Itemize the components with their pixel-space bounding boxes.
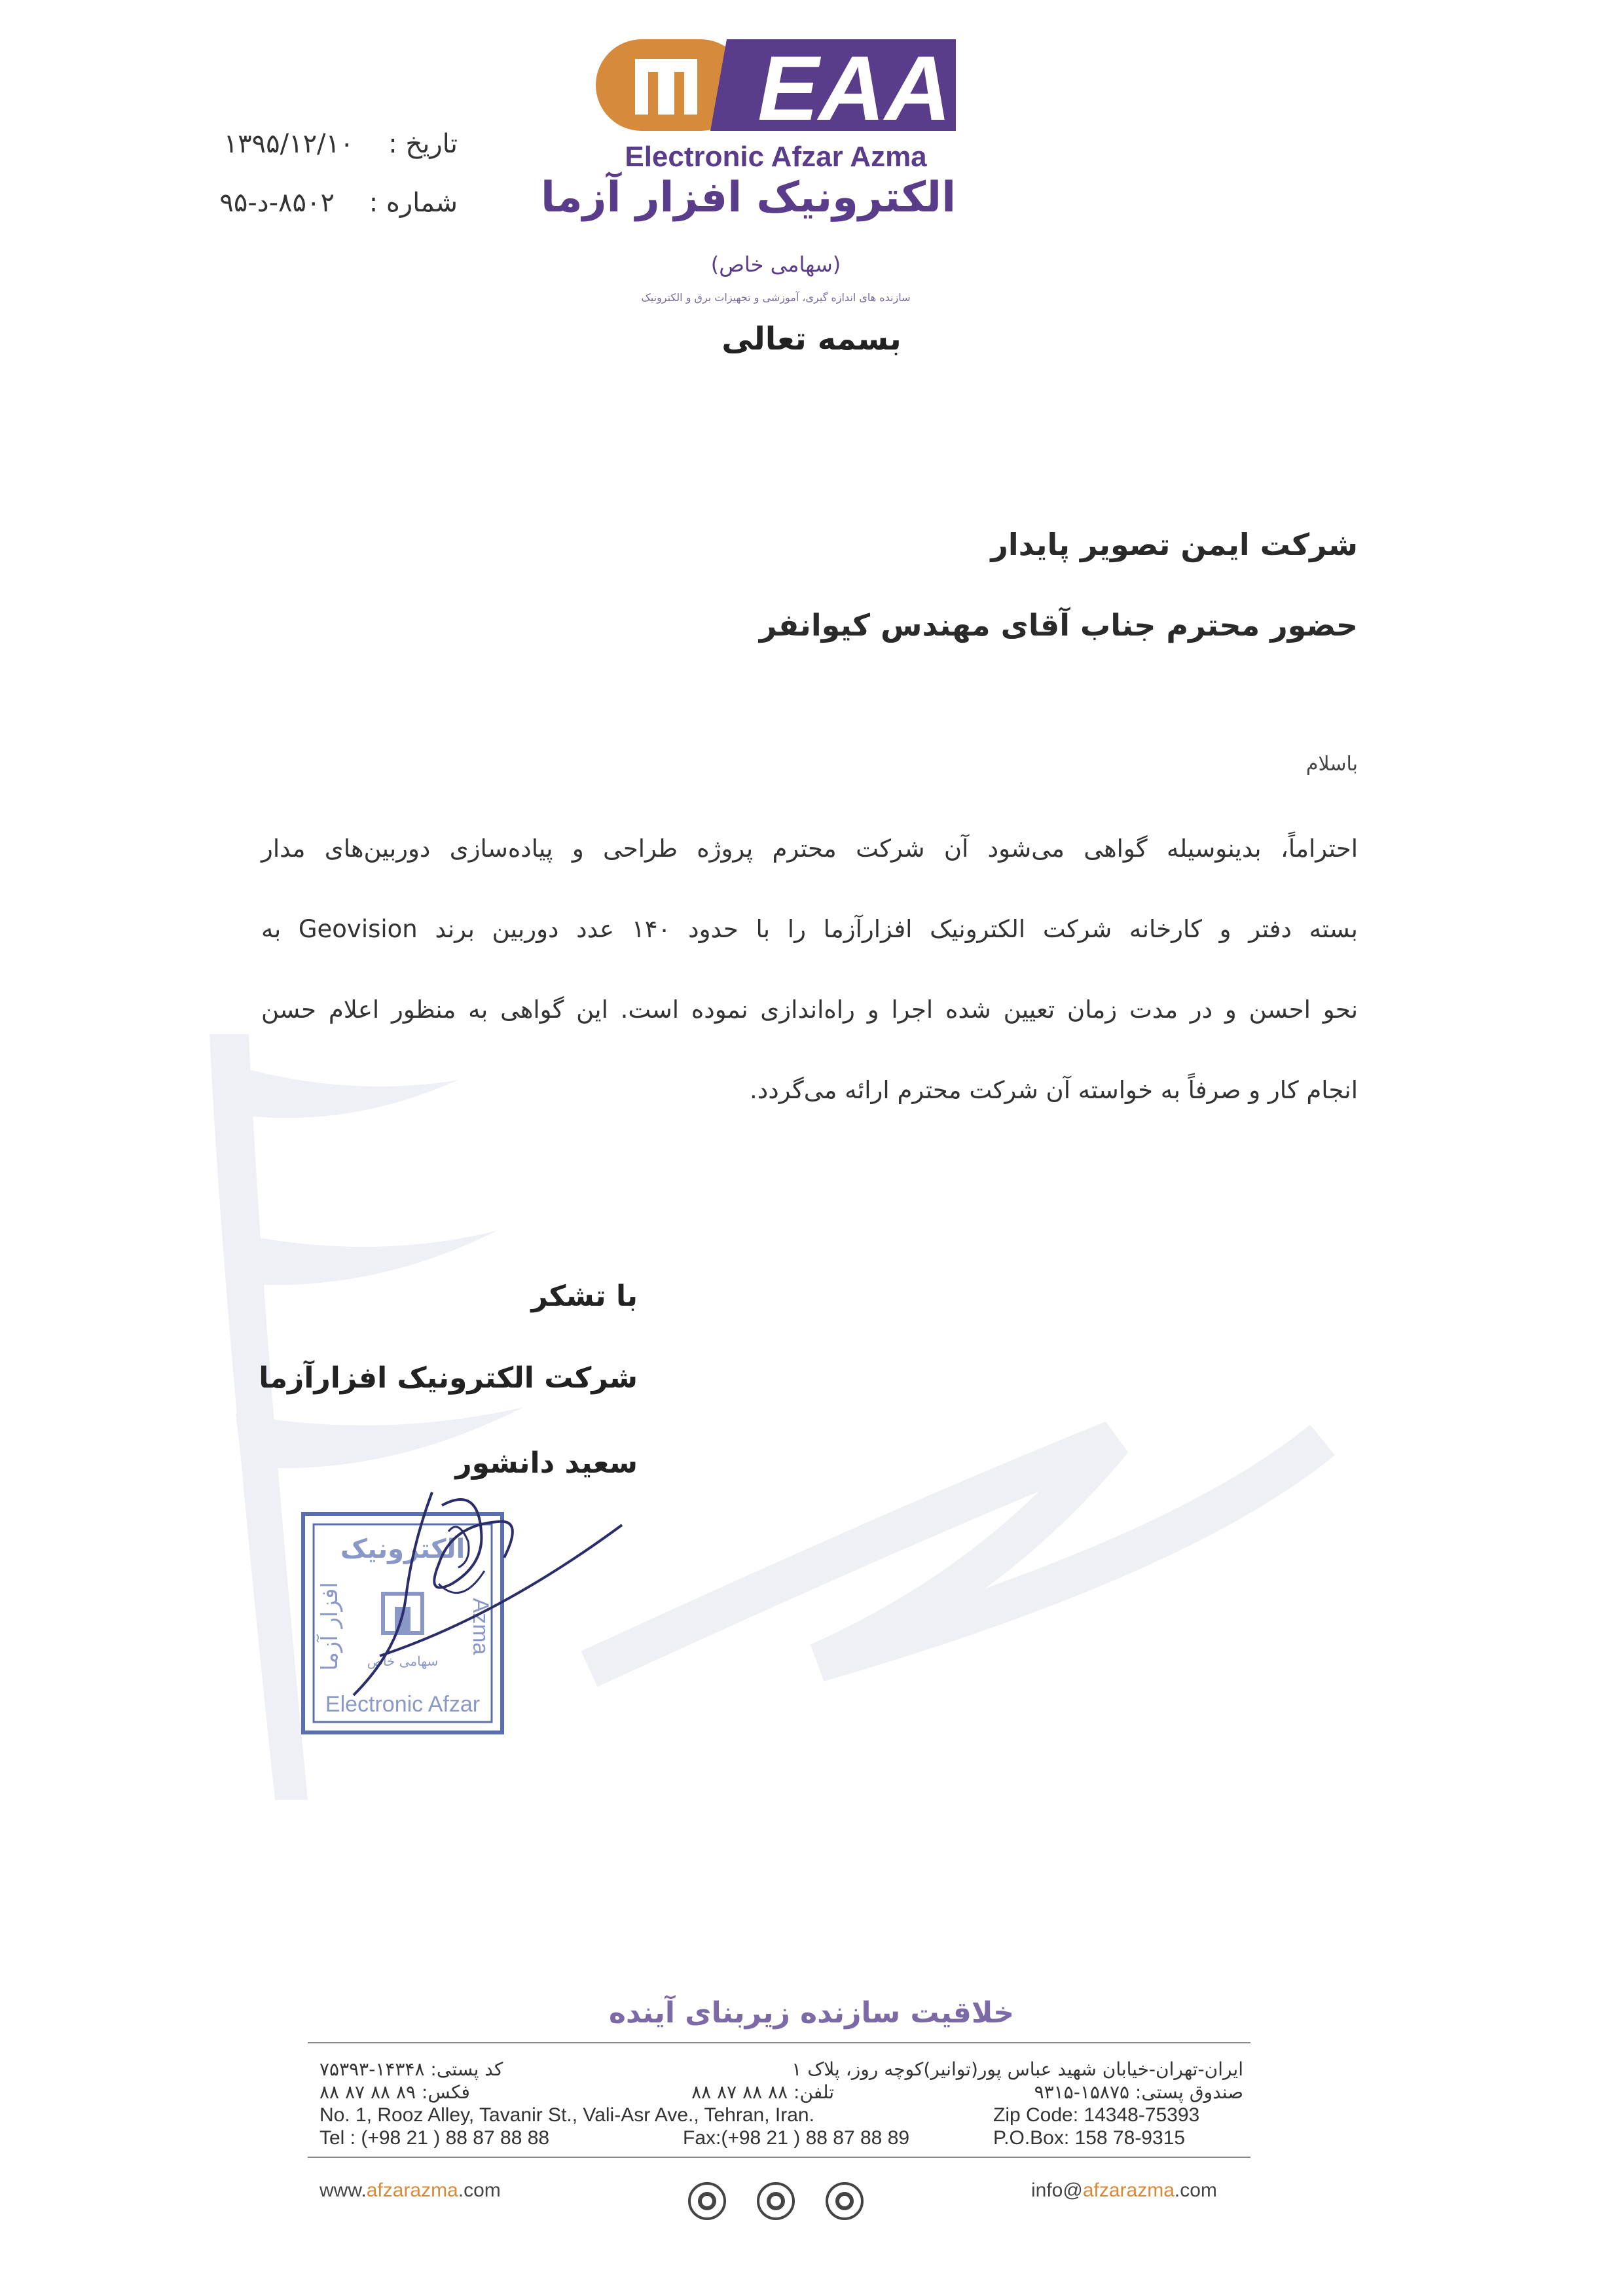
email-prefix: info@ — [1031, 2179, 1083, 2201]
email-suffix: .com — [1174, 2179, 1217, 2201]
footer-pobox-fa: صندوق پستی: ۱۵۸۷۵-۹۳۱۵ — [1034, 2081, 1243, 2103]
body-line: بسته دفتر و کارخانه شرکت الکترونیک افزارآزما را با حدود ۱۴۰ عدد دوربین برند Geovision به — [261, 915, 1358, 943]
cert-icon — [827, 2183, 862, 2219]
eaa-logo-mark — [596, 36, 956, 134]
letter-body — [261, 808, 1358, 1130]
body-line: احتراماً، بدینوسیله گواهی می‌شود آن شرکت محترم پروژه طراحی و پیاده‌سازی دوربین‌های مدار — [261, 834, 1358, 863]
stamp-center-text: سهامی خاص — [367, 1653, 439, 1669]
cert-icon — [689, 2183, 725, 2219]
closing-thanks: با تشکر — [531, 1280, 638, 1313]
closing-signer: سعید دانشور — [455, 1446, 638, 1480]
footer-fax-fa: فکس: ۸۹ ۸۸ ۸۷ ۸۸ — [319, 2081, 470, 2103]
recipient-person: حضور محترم جناب آقای مهندس کیوانفر — [759, 607, 1358, 643]
footer-phone-fa: تلفن: ۸۸ ۸۸ ۸۷ ۸۸ — [691, 2081, 834, 2103]
website-prefix: www. — [319, 2179, 367, 2201]
basmala-heading: بسمه تعالی — [721, 321, 902, 357]
footer-tel-en: Tel : (+98 21 ) 88 87 88 88 — [319, 2127, 550, 2149]
number-value: ۸۵۰۲-د-۹۵ — [219, 188, 335, 218]
website-link[interactable] — [319, 2179, 501, 2202]
date-label: تاریخ : — [388, 129, 458, 159]
stamp-bottom-text: Electronic Afzar — [325, 1692, 481, 1717]
footer-address-fa: ایران-تهران-خیابان شهید عباس پور(توانیر)کوچه روز، پلاک ۱ — [792, 2058, 1243, 2080]
footer-address-en: No. 1, Rooz Alley, Tavanir St., Vali-Asr Ave., Tehran, Iran. — [319, 2104, 814, 2126]
watermark-background — [0, 982, 1623, 2094]
footer-pobox-en: P.O.Box: 158 78-9315 — [993, 2127, 1185, 2149]
footer-fax-en: Fax:(+98 21 ) 88 87 88 89 — [683, 2127, 910, 2149]
body-line: انجام کار و صرفاً به خواسته آن شرکت محترم ارائه می‌گردد. — [749, 1076, 1358, 1104]
letter-meta — [219, 115, 458, 232]
footer-slogan: خلاقیت سازنده زیربنای آینده — [609, 1996, 1014, 2030]
certification-icons — [681, 2178, 871, 2224]
body-line: نحو احسن و در مدت زمان تعیین شده اجرا و راه‌اندازی نموده است. این گواهی به منظور اعلام حسن — [261, 996, 1358, 1024]
number-label: شماره : — [369, 188, 458, 218]
logo-company-type: (سهامی خاص) — [710, 252, 841, 277]
footer-postal-code-fa: کد پستی: ۱۴۳۴۸-۷۵۳۹۳ — [319, 2058, 503, 2080]
greeting: باسلام — [1305, 753, 1358, 776]
logo-mark-text: EAA — [757, 37, 951, 134]
footer-divider-bottom — [308, 2157, 1250, 2158]
date-value: ۱۳۹۵/۱۲/۱۰ — [223, 129, 354, 159]
website-domain: afzarazma — [366, 2179, 458, 2201]
website-suffix: .com — [458, 2179, 501, 2201]
closing-company: شرکت الکترونیک افزارآزما — [259, 1361, 638, 1395]
footer-divider — [308, 2042, 1250, 2043]
date-row — [219, 115, 458, 173]
email-domain: afzarazma — [1082, 2179, 1175, 2201]
logo-name-fa: الکترونیک افزار آزما — [540, 173, 956, 222]
stamp-top-text: الکترونیک — [340, 1534, 465, 1564]
recipient-company: شرکت ایمن تصویر پایدار — [991, 527, 1358, 562]
footer-zip-en: Zip Code: 14348-75393 — [993, 2104, 1200, 2126]
email-link[interactable] — [1031, 2179, 1217, 2202]
logo-tagline: سازنده های اندازه گیری، آموزشی و تجهیزات برق و الکترونیک — [641, 291, 911, 304]
number-row — [219, 173, 458, 232]
stamp-left-text: افزار آزما — [317, 1582, 343, 1671]
cert-icon — [758, 2183, 793, 2219]
logo-name-en: Electronic Afzar Azma — [625, 141, 927, 173]
signature-scribble — [327, 1453, 635, 1702]
stamp-right-text: Azma — [468, 1598, 493, 1655]
